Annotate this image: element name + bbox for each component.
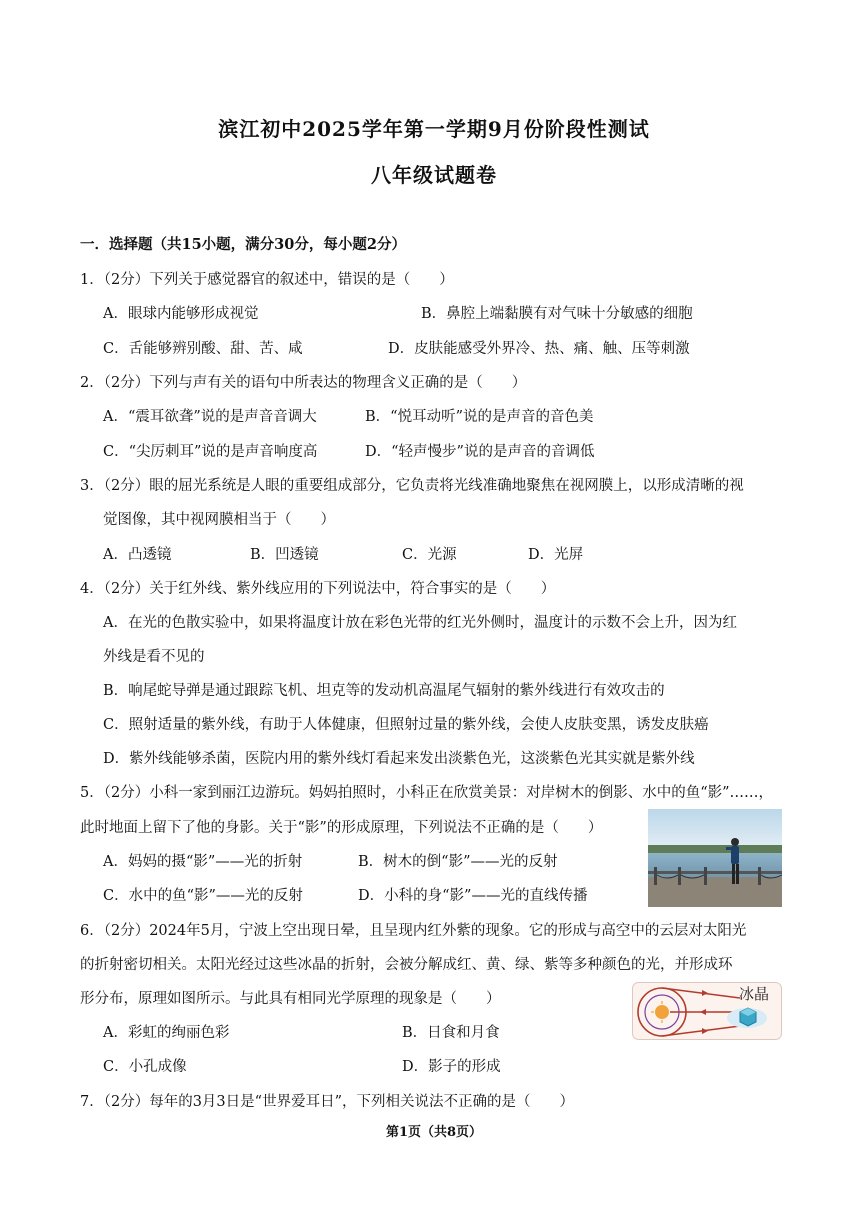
question-4-stem: 4．（2分）关于红外线、紫外线应用的下列说法中，符合事实的是（ ） [80,581,556,597]
ice-crystal-label: 冰晶 [739,985,770,1003]
question-3-stem-line-1: 3．（2分）眼的屈光系统是人眼的重要组成部分，它负责将光线准确地聚焦在视网膜上，以形成清晰的视 [80,478,744,494]
question-3-option-a: A．凸透镜 [103,547,172,563]
question-2-option-a: A．“震耳欲聋”说的是声音音调大 [103,409,317,425]
riverside-photo-drawing [648,809,782,907]
ice-crystal-diagram [632,982,782,1040]
question-5-stem-line-2: 此时地面上留下了他的身影。关于“影”的形成原理，下列说法不正确的是（ ） [80,820,603,836]
question-2-option-c: C．“尖厉刺耳”说的是声音响度高 [103,444,318,460]
question-6-stem-line-1: 6．（2分）2024年5月，宁波上空出现日晕，且呈现内红外紫的现象。它的形成与高空中的云层对太阳光 [80,923,747,939]
question-6-option-c: C．小孔成像 [103,1059,187,1075]
question-6-stem-line-3: 形分布，原理如图所示。与此具有相同光学原理的现象是（ ） [80,991,501,1007]
question-1-stem: 1．（2分）下列关于感觉器官的叙述中，错误的是（ ） [80,272,454,288]
question-5-option-d: D．小科的身“影”——光的直线传播 [358,888,588,904]
question-2-option-d: D．“轻声慢步”说的是声音的音调低 [365,444,595,460]
exam-subtitle: 八年级试题卷 [371,163,497,187]
question-3-option-d: D．光屏 [528,547,584,563]
page-footer: 第1页（共8页） [385,1125,483,1140]
question-5-stem-line-1: 5．（2分）小科一家到丽江边游玩。妈妈拍照时，小科正在欣赏美景：对岸树木的倒影、水中的鱼“影”……， [80,785,774,801]
question-1-option-b: B．鼻腔上端黏膜有对气味十分敏感的细胞 [421,306,693,322]
question-5-option-a: A．妈妈的摄“影”——光的折射 [103,854,303,870]
question-6-option-d: D．影子的形成 [402,1059,501,1075]
question-1-option-c: C．舌能够辨别酸、甜、苦、咸 [103,341,303,357]
question-4-option-b: B．响尾蛇导弹是通过跟踪飞机、坦克等的发动机高温尾气辐射的紫外线进行有效攻击的 [103,683,665,699]
question-3-option-c: C．光源 [402,547,457,563]
question-4-option-d: D．紫外线能够杀菌，医院内用的紫外线灯看起来发出淡紫色光，这淡紫色光其实就是紫外线 [103,751,695,767]
question-1-option-d: D．皮肤能感受外界冷、热、痛、触、压等刺激 [388,341,690,357]
question-5-option-c: C．水中的鱼“影”——光的反射 [103,888,303,904]
question-7-stem: 7．（2分）每年的3月3日是“世界爱耳日”，下列相关说法不正确的是（ ） [80,1094,574,1110]
question-6-option-b: B．日食和月食 [402,1025,500,1041]
question-6-stem-line-2: 的折射密切相关。太阳光经过这些冰晶的折射，会被分解成红、黄、绿、紫等多种颜色的光，并形成环 [80,957,733,973]
question-5-option-b: B．树木的倒“影”——光的反射 [358,854,558,870]
exam-title: 滨江初中2025学年第一学期9月份阶段性测试 [218,117,650,141]
question-2-stem: 2．（2分）下列与声有关的语句中所表达的物理含义正确的是（ ） [80,375,527,391]
question-2-option-b: B．“悦耳动听”说的是声音的音色美 [365,409,594,425]
section-heading: 一．选择题（共15小题，满分30分，每小题2分） [80,236,406,253]
riverside-photo [648,809,782,907]
question-3-stem-line-2: 觉图像，其中视网膜相当于（ ） [103,512,335,528]
question-3-option-b: B．凹透镜 [250,547,319,563]
question-4-option-a: A．在光的色散实验中，如果将温度计放在彩色光带的红光外侧时，温度计的示数不会上升，因为红 [103,615,737,631]
question-6-option-a: A．彩虹的绚丽色彩 [103,1025,230,1041]
sun-icon [655,1005,669,1019]
question-1-option-a: A．眼球内能够形成视觉 [103,306,259,322]
question-4-option-a-continued: 外线是看不见的 [103,649,205,665]
question-4-option-c: C．照射适量的紫外线，有助于人体健康，但照射过量的紫外线，会使人皮肤变黑，诱发皮肤癌 [103,717,709,733]
